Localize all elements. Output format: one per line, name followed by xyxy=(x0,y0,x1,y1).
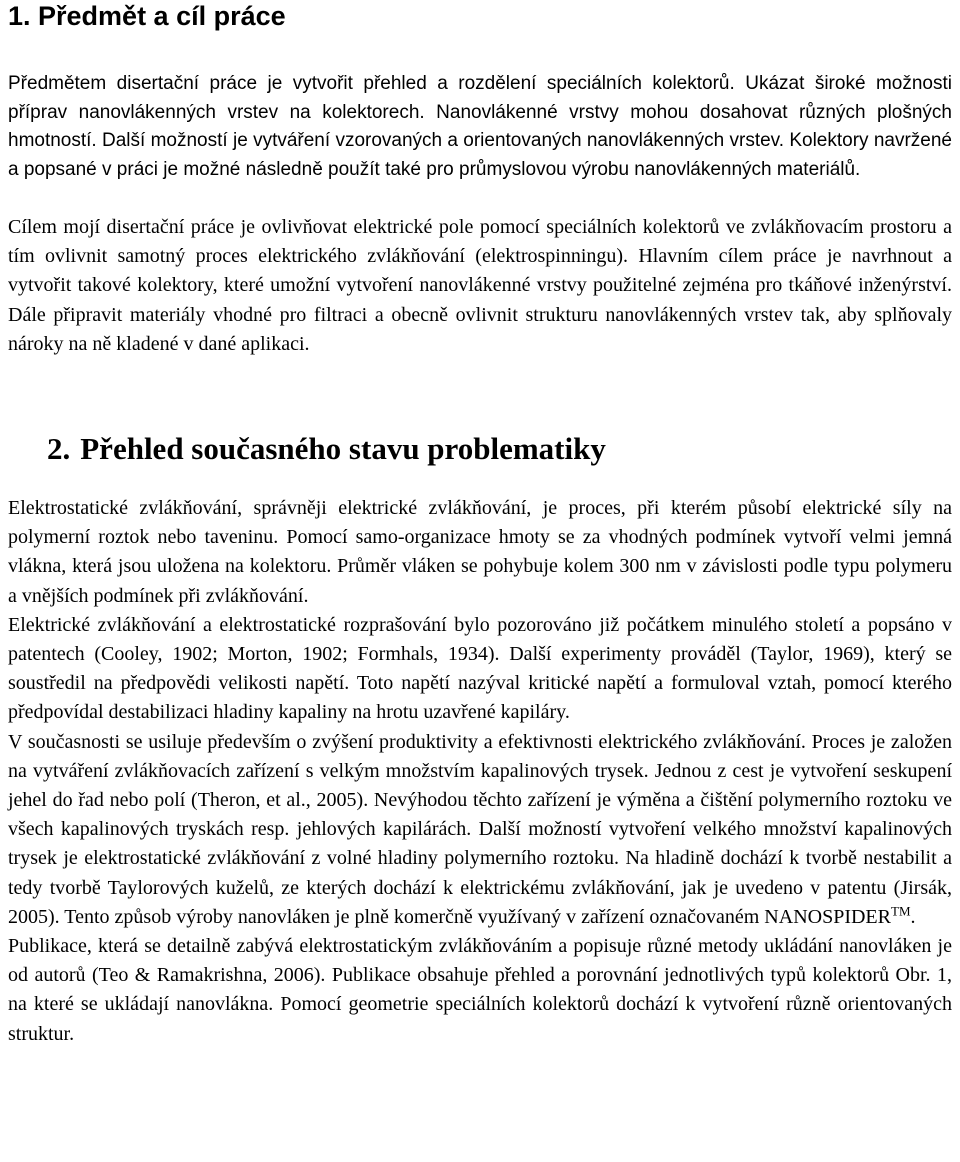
paragraph-3-text: V současnosti se usiluje především o zvýšení produktivity a efektivnosti elektrického zvlákňování. Proces je založen na vytváření zvlákňovacích zařízení s velkým množstvím kapalinových trysek. Jednou z cest je vytvoření seskupení jehel do řad nebo polí (Theron, et al., 2005). Nevýhodou těchto zařízení je výměna a čištění polymerního roztoku ve všech kapalinových tryskách resp. jehlových kapilárách. Další možností vytvoření velkého množství kapalinových trysek je elektrostatické zvlákňování z volné hladiny polymerního roztoku. Na hladině dochází k tvorbě nestabilit a tedy tvorbě Taylorových kuželů, ze kterých dochází k elektrickému zvlákňování, jak je uvedeno v patentu (Jirsák, 2005). Tento způsob výroby nanovláken je plně komerčně využívaný v zařízení označovaném NANOSPIDER xyxy=(8,730,952,928)
trademark-sup: TM xyxy=(891,903,911,919)
section-2-title: Přehled současného stavu problematiky xyxy=(80,431,606,466)
section-2-body xyxy=(8,494,952,1049)
section-1-heading: 1. Předmět a cíl práce xyxy=(8,1,286,31)
section-2-paragraph-1: Elektrostatické zvlákňování, správněji elektrické zvlákňování, je proces, při kterém působí elektrické síly na polymerní roztok nebo taveninu. Pomocí samo-organizace hmoty se za vhodných podmínek vytvoří velmi jemná vlákna, která jsou uložena na kolektoru. Průměr vláken se pohybuje kolem 300 nm v závislosti podle typu polymeru a vnějších podmínek při zvlákňování. xyxy=(8,497,952,607)
section-2-number: 2. xyxy=(47,431,71,466)
section-2-paragraph-4: Publikace, která se detailně zabývá elektrostatickým zvlákňováním a popisuje různé metody ukládání nanovláken je od autorů (Teo & Ramakrishna, 2006). Publikace obsahuje přehled a porovnání jednotlivých typů kolektorů Obr. 1, na které se ukládají nanovlákna. Pomocí geometrie speciálních kolektorů dochází k vytvoření různě orientovaných struktur. xyxy=(8,935,952,1045)
section-2-heading xyxy=(47,430,606,468)
intro-paragraph: Předmětem disertační práce je vytvořit přehled a rozdělení speciálních kolektorů. Ukázat široké možnosti příprav nanovlákenných vrstev na kolektorech. Nanovlákenné vrstvy mohou dosahovat různých plošných hmotností. Další možností je vytváření vzorovaných a orientovaných nanovlákenných vrstev. Kolektory navržené a popsané v práci je možné následně použít také pro průmyslovou výrobu nanovlákenných materiálů. xyxy=(8,73,952,180)
paragraph-3-end: . xyxy=(910,905,916,928)
goal-paragraph: Cílem mojí disertační práce je ovlivňovat elektrické pole pomocí speciálních kolektorů ve zvlákňovacím prostoru a tím ovlivnit samotný proces elektrického zvlákňování (elektrospinningu). Hlavním cílem práce je navrhnout a vytvořit takové kolektory, které umožní vytvoření nanovlákenné vrstvy použitelné zejména pro tkáňové inženýrství. Dále připravit materiály vhodné pro filtraci a obecně ovlivnit strukturu nanovlákenných vrstev tak, aby splňovaly nároky na ně kladené v dané aplikaci. xyxy=(8,216,952,355)
section-1-intro xyxy=(8,70,952,184)
section-1-goal xyxy=(8,213,952,359)
section-2-paragraph-3 xyxy=(8,728,952,932)
section-2-paragraph-2: Elektrické zvlákňování a elektrostatické rozprašování bylo pozorováno již počátkem minulého století a popsáno v patentech (Cooley, 1902; Morton, 1902; Formhals, 1934). Další experimenty prováděl (Taylor, 1969), který se soustředil na předpovědi velikosti napětí. Toto napětí nazýval kritické napětí a formuloval vztah, pomocí kterého předpovídal destabilizaci hladiny kapaliny na hrotu uzavřené kapiláry. xyxy=(8,613,952,724)
